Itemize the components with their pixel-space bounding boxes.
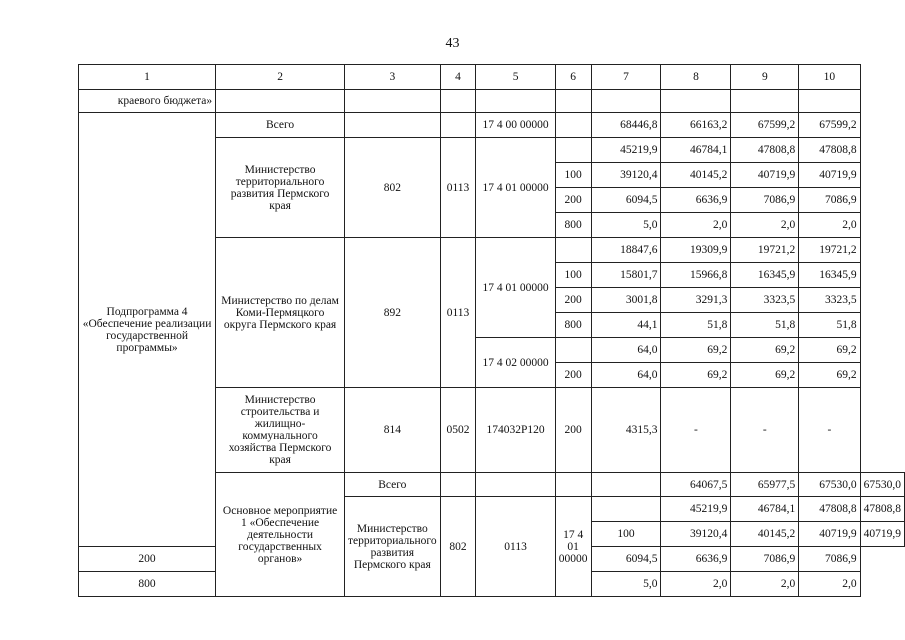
vr-code: 200 xyxy=(555,388,591,473)
value-cell: 15801,7 xyxy=(591,263,661,288)
value-cell: 51,8 xyxy=(799,313,860,338)
value-cell: 47808,8 xyxy=(860,497,904,522)
grbs-code: 814 xyxy=(345,388,441,473)
main-event-name: Основное мероприятие 1 «Обеспечение деятельности государственных органов» xyxy=(216,473,345,597)
value-cell: 3291,3 xyxy=(661,288,731,313)
header-row xyxy=(79,65,905,90)
value-cell: 6094,5 xyxy=(591,188,661,213)
vr-code: 800 xyxy=(555,313,591,338)
value-cell: 39120,4 xyxy=(661,522,731,547)
value-cell: 2,0 xyxy=(799,213,860,238)
value-cell: 19721,2 xyxy=(799,238,860,263)
value-cell: 6636,9 xyxy=(661,188,731,213)
header-cell: 4 xyxy=(440,65,476,90)
csr-code: 174032P120 xyxy=(476,388,555,473)
rzpr-code: 0113 xyxy=(440,238,476,388)
value-cell: 2,0 xyxy=(731,213,799,238)
value-cell: 45219,9 xyxy=(591,138,661,163)
grbs-code: 892 xyxy=(345,238,441,388)
header-cell: 6 xyxy=(555,65,591,90)
vr-code: 800 xyxy=(79,572,216,597)
vr-code: 200 xyxy=(555,188,591,213)
value-cell: 51,8 xyxy=(731,313,799,338)
header-cell: 10 xyxy=(799,65,860,90)
value-cell: 69,2 xyxy=(731,338,799,363)
budget-table xyxy=(78,64,905,597)
ministry-name: Министерство территориального развития Пермского края xyxy=(345,497,441,597)
value-cell: 5,0 xyxy=(591,572,661,597)
value-cell: 45219,9 xyxy=(661,497,731,522)
value-cell: 3323,5 xyxy=(731,288,799,313)
value-cell: 46784,1 xyxy=(731,497,799,522)
header-cell: 8 xyxy=(661,65,731,90)
value-cell: 19721,2 xyxy=(731,238,799,263)
subprogram-name: Подпрограмма 4 «Обеспечение реализации государственной программы» xyxy=(79,113,216,547)
value-cell: 67530,0 xyxy=(860,473,904,497)
value-cell: 19309,9 xyxy=(661,238,731,263)
value-cell: 51,8 xyxy=(661,313,731,338)
csr-code: 17 4 01 00000 xyxy=(476,138,555,238)
grbs-code: 802 xyxy=(440,497,476,597)
header-cell: 9 xyxy=(731,65,799,90)
value-cell: 64067,5 xyxy=(661,473,731,497)
continued-label: краевого бюджета» xyxy=(79,90,216,113)
value-cell: 2,0 xyxy=(799,572,860,597)
table-row xyxy=(79,113,905,138)
csr-code: 17 4 02 00000 xyxy=(476,338,555,388)
value-cell: 69,2 xyxy=(799,363,860,388)
value-cell: 46784,1 xyxy=(661,138,731,163)
value-cell: 67530,0 xyxy=(799,473,860,497)
value-cell: 40145,2 xyxy=(731,522,799,547)
value-cell: 69,2 xyxy=(661,338,731,363)
value-cell: 66163,2 xyxy=(661,113,731,138)
value-cell: 16345,9 xyxy=(799,263,860,288)
value-cell: 69,2 xyxy=(731,363,799,388)
value-cell: 68446,8 xyxy=(591,113,661,138)
total-label: Всего xyxy=(345,473,441,497)
value-cell: 40719,9 xyxy=(731,163,799,188)
value-cell: 4315,3 xyxy=(591,388,661,473)
value-cell: 7086,9 xyxy=(731,188,799,213)
value-cell: 47808,8 xyxy=(799,497,860,522)
value-cell: 64,0 xyxy=(591,338,661,363)
value-cell: 5,0 xyxy=(591,213,661,238)
header-cell: 5 xyxy=(476,65,555,90)
header-cell: 2 xyxy=(216,65,345,90)
value-cell: 2,0 xyxy=(661,213,731,238)
grbs-code: 802 xyxy=(345,138,441,238)
value-cell: 18847,6 xyxy=(591,238,661,263)
rzpr-code: 0113 xyxy=(440,138,476,238)
value-cell: 40719,9 xyxy=(799,163,860,188)
total-label: Всего xyxy=(216,113,345,138)
value-cell: - xyxy=(661,388,731,473)
header-cell: 7 xyxy=(591,65,661,90)
value-cell: 65977,5 xyxy=(731,473,799,497)
value-cell: 16345,9 xyxy=(731,263,799,288)
value-cell: 2,0 xyxy=(661,572,731,597)
csr-code: 17 4 01 00000 xyxy=(555,497,591,597)
value-cell: 6636,9 xyxy=(661,547,731,572)
value-cell: 69,2 xyxy=(799,338,860,363)
ministry-name: Министерство территориального развития Пермского края xyxy=(216,138,345,238)
value-cell: - xyxy=(799,388,860,473)
value-cell: 67599,2 xyxy=(799,113,860,138)
value-cell: 67599,2 xyxy=(731,113,799,138)
value-cell: 6094,5 xyxy=(591,547,661,572)
value-cell: 40719,9 xyxy=(860,522,904,547)
value-cell: 40719,9 xyxy=(799,522,860,547)
ministry-name: Министерство по делам Коми-Пермяцкого округа Пермского края xyxy=(216,238,345,388)
value-cell: 2,0 xyxy=(731,572,799,597)
value-cell: 69,2 xyxy=(661,363,731,388)
value-cell: 39120,4 xyxy=(591,163,661,188)
header-cell: 1 xyxy=(79,65,216,90)
vr-code: 200 xyxy=(555,363,591,388)
vr-code: 200 xyxy=(555,288,591,313)
value-cell: 7086,9 xyxy=(799,547,860,572)
rzpr-code: 0113 xyxy=(476,497,555,597)
value-cell: 15966,8 xyxy=(661,263,731,288)
value-cell: - xyxy=(731,388,799,473)
value-cell: 7086,9 xyxy=(799,188,860,213)
csr-code: 17 4 01 00000 xyxy=(476,238,555,338)
value-cell: 7086,9 xyxy=(731,547,799,572)
ministry-name: Министерство строительства и жилищно-коммунального хозяйства Пермского края xyxy=(216,388,345,473)
value-cell: 64,0 xyxy=(591,363,661,388)
value-cell: 3001,8 xyxy=(591,288,661,313)
table-row xyxy=(79,90,905,113)
value-cell: 44,1 xyxy=(591,313,661,338)
vr-code: 100 xyxy=(591,522,661,547)
vr-code: 200 xyxy=(79,547,216,572)
vr-code: 100 xyxy=(555,163,591,188)
value-cell: 40145,2 xyxy=(661,163,731,188)
rzpr-code: 0502 xyxy=(440,388,476,473)
header-cell: 3 xyxy=(345,65,441,90)
vr-code: 100 xyxy=(555,263,591,288)
value-cell: 3323,5 xyxy=(799,288,860,313)
page-number: 43 xyxy=(445,36,460,51)
value-cell: 47808,8 xyxy=(799,138,860,163)
value-cell: 47808,8 xyxy=(731,138,799,163)
csr-code: 17 4 00 00000 xyxy=(476,113,555,138)
vr-code: 800 xyxy=(555,213,591,238)
